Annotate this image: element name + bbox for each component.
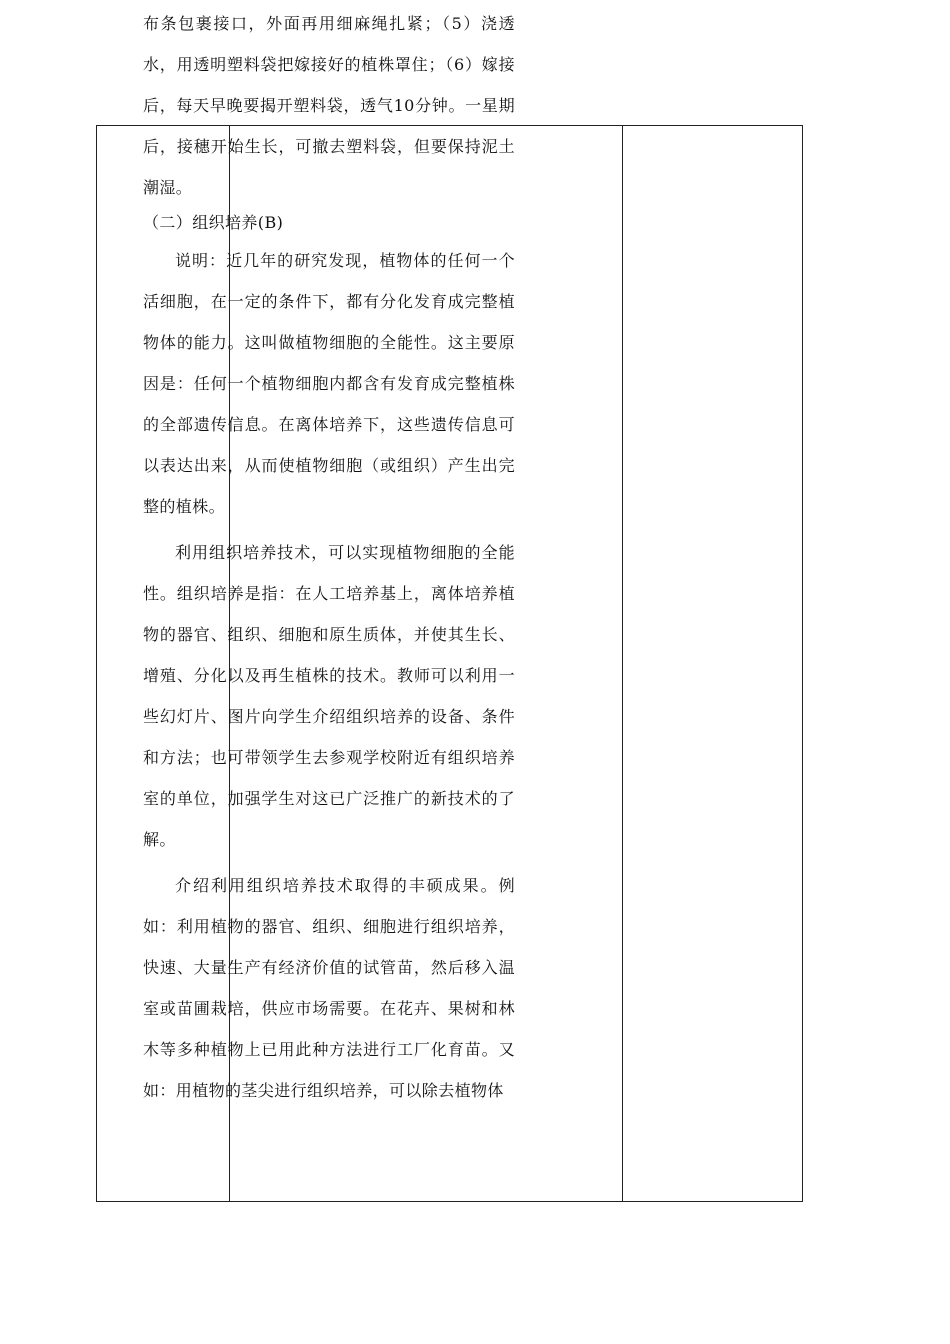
lesson-content bbox=[143, 3, 515, 1111]
paragraph-achievements: 介绍利用组织培养技术取得的丰硕成果。例如：利用植物的器官、组织、细胞进行组织培养，快速、大量生产有经济价值的试管苗，然后移入温室或苗圃栽培，供应市场需要。在花卉、果树和林木等多种植物上已用此种方法进行工厂化育苗。又如：用植物的茎尖进行组织培养，可以除去植物体 bbox=[143, 876, 515, 1100]
paragraph-tissue-culture-definition: 利用组织培养技术，可以实现植物细胞的全能性。组织培养是指：在人工培养基上，离体培养植物的器官、组织、细胞和原生质体，并使其生长、增殖、分化以及再生植株的技术。教师可以利用一些幻灯片、图片向学生介绍组织培养的设备、条件和方法；也可带领学生去参观学校附近有组织培养室的单位，加强学生对这已广泛推广的新技术的了解。 bbox=[143, 543, 515, 849]
paragraph-grafting-steps: 布条包裹接口，外面再用细麻绳扎紧；（5）浇透水，用透明塑料袋把嫁接好的植株罩住；（6）嫁接后，每天早晚要揭开塑料袋，透气10分钟。一星期后，接穗开始生长，可撤去塑料袋，但要保持泥土潮湿。 bbox=[143, 14, 515, 197]
paragraph-explanation: 说明：近几年的研究发现，植物体的任何一个活细胞，在一定的条件下，都有分化发育成完整植物体的能力。这叫做植物细胞的全能性。这主要原因是：任何一个植物细胞内都含有发育成完整植株的全部遗传信息。在离体培养下，这些遗传信息可以表达出来，从而使植物细胞（或组织）产生出完整的植株。 bbox=[143, 251, 515, 516]
section-heading-tissue-culture: （二）组织培养(B) bbox=[143, 213, 284, 232]
table-cell-right bbox=[623, 126, 802, 1201]
